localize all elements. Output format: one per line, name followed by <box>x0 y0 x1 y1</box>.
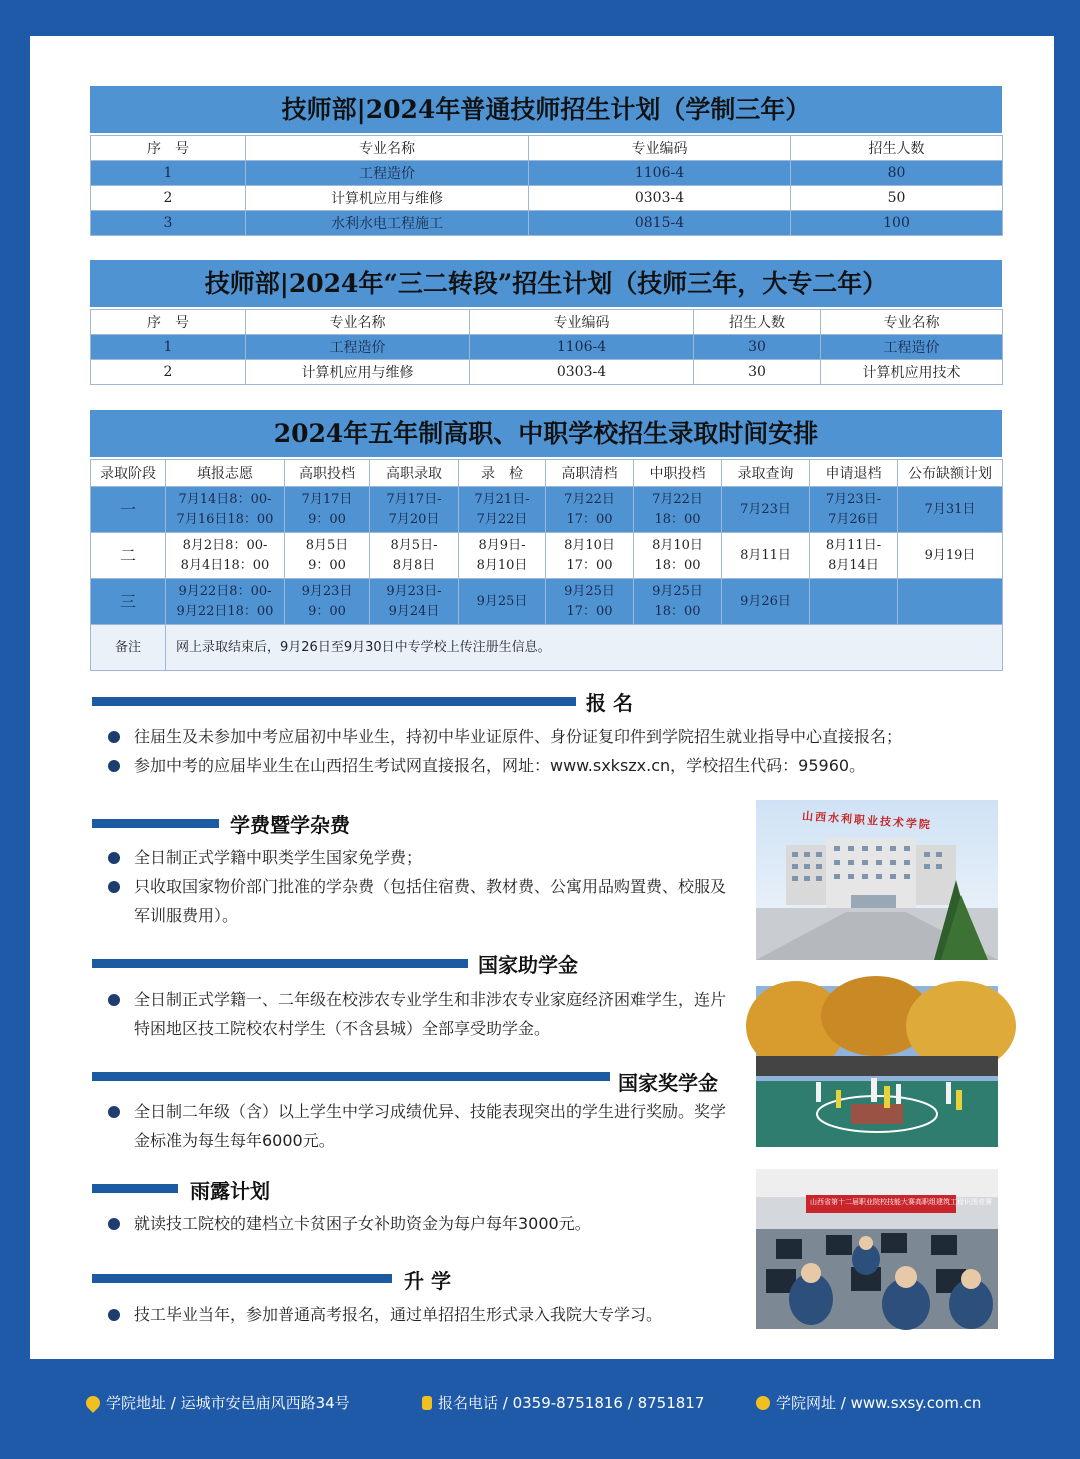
table-cell: 50 <box>791 186 1003 211</box>
bullet-dot <box>108 1218 120 1230</box>
table-cell: 1106-4 <box>470 335 694 360</box>
yulu-item-1: 就读技工院校的建档立卡贫困子女补助资金为每户每年3000元。 <box>108 1209 738 1238</box>
column-header: 招生人数 <box>791 136 1003 161</box>
section-title-yulu: 雨露计划 <box>190 1179 270 1203</box>
table-admission-schedule <box>90 410 1002 671</box>
table-cell <box>810 579 898 625</box>
note-label: 备注 <box>91 625 166 671</box>
table-cell: 80 <box>791 161 1003 186</box>
phone-icon <box>422 1396 432 1410</box>
section-title-signup: 报 名 <box>586 691 633 715</box>
section-title-fees: 学费暨学杂费 <box>230 813 350 837</box>
column-header: 高职清档 <box>546 460 634 487</box>
classroom-banner-text: 山西省第十二届职业院校技能大赛高职组建筑工程识图竞赛 <box>810 1198 992 1206</box>
table-cell: 7月31日 <box>898 487 1003 533</box>
column-header: 公布缺额计划 <box>898 460 1003 487</box>
column-header: 序 号 <box>91 136 246 161</box>
footer-phone: 报名电话 / 0359-8751816 / 8751817 <box>422 1392 704 1413</box>
bullet-dot <box>108 1106 120 1118</box>
column-header: 专业编码 <box>470 310 694 335</box>
table-cell: 7月23日 <box>722 487 810 533</box>
table-cell: 7月17日 9：00 <box>285 487 370 533</box>
table-row <box>91 211 1003 236</box>
bullet-dot <box>108 760 120 772</box>
table-cell: 7月23日- 7月26日 <box>810 487 898 533</box>
footer <box>0 1380 1080 1420</box>
table-cell: 一 <box>91 487 166 533</box>
scholarship-item-1: 全日制二年级（含）以上学生中学习成绩优异、技能表现突出的学生进行奖励。奖学金标准为每生每年6000元。 <box>108 1097 738 1155</box>
column-header: 申请退档 <box>810 460 898 487</box>
building-sign-text: 山西水利职业技术学院 <box>801 809 933 832</box>
table1-title: 技师部|2024年普通技师招生计划（学制三年） <box>90 86 1002 135</box>
table-cell: 9月26日 <box>722 579 810 625</box>
bullet-dot <box>108 881 120 893</box>
column-header: 招生人数 <box>694 310 821 335</box>
table-cell: 计算机应用与维修 <box>246 360 470 385</box>
table-cell: 7月17日- 7月20日 <box>370 487 459 533</box>
section-title-grant: 国家助学金 <box>478 953 578 977</box>
table-cell: 三 <box>91 579 166 625</box>
table-cell: 8月5日- 8月8日 <box>370 533 459 579</box>
column-header: 序 号 <box>91 310 246 335</box>
table-cell: 1 <box>91 161 246 186</box>
table-cell: 7月14日8：00- 7月16日18：00 <box>166 487 285 533</box>
fees-item-2: 只收取国家物价部门批准的学杂费（包括住宿费、教材费、公寓用品购置费、校服及军训服费用）。 <box>108 872 738 930</box>
table-cell: 1 <box>91 335 246 360</box>
column-header: 填报志愿 <box>166 460 285 487</box>
table-cell: 9月22日8：00- 9月22日18：00 <box>166 579 285 625</box>
section-bar-yulu <box>92 1184 178 1193</box>
column-header: 高职录取 <box>370 460 459 487</box>
column-header: 专业名称 <box>821 310 1003 335</box>
signup-item-2: 参加中考的应届毕业生在山西招生考试网直接报名，网址：www.sxkszx.cn，学校招生代码：95960。 <box>108 751 1008 780</box>
location-pin-icon <box>83 1393 103 1413</box>
table-cell: 9月19日 <box>898 533 1003 579</box>
table-row <box>91 335 1003 360</box>
table-regular-technician <box>90 86 1002 236</box>
table-cell: 2 <box>91 360 246 385</box>
column-header: 专业名称 <box>246 310 470 335</box>
table-cell: 0815-4 <box>529 211 791 236</box>
table-cell: 水利水电工程施工 <box>246 211 529 236</box>
table3-title: 2024年五年制高职、中职学校招生录取时间安排 <box>90 410 1002 459</box>
table-cell: 7月22日 18：00 <box>634 487 722 533</box>
table-cell: 7月21日- 7月22日 <box>459 487 546 533</box>
table-cell: 0303-4 <box>529 186 791 211</box>
table-cell: 9月25日 <box>459 579 546 625</box>
table-cell: 计算机应用技术 <box>821 360 1003 385</box>
table-cell: 8月11日- 8月14日 <box>810 533 898 579</box>
further-item-1: 技工毕业当年，参加普通高考报名，通过单招招生形式录入我院大专学习。 <box>108 1300 738 1329</box>
table-cell: 计算机应用与维修 <box>246 186 529 211</box>
table-cell: 9月23日- 9月24日 <box>370 579 459 625</box>
column-header: 高职投档 <box>285 460 370 487</box>
bullet-dot <box>108 731 120 743</box>
table2-title: 技师部|2024年“三二转段”招生计划（技师三年，大专二年） <box>90 260 1002 309</box>
table-row <box>91 186 1003 211</box>
bullet-dot <box>108 852 120 864</box>
table-cell: 100 <box>791 211 1003 236</box>
table1 <box>90 135 1003 236</box>
signup-item-1: 往届生及未参加中考应届初中毕业生，持初中毕业证原件、身份证复印件到学院招生就业指导中心直接报名； <box>108 722 1008 751</box>
basketball-court-photo <box>756 986 998 1147</box>
grant-item-1: 全日制正式学籍一、二年级在校涉农专业学生和非涉农专业家庭经济困难学生，连片特困地区技工院校农村学生（不含县城）全部享受助学金。 <box>108 985 738 1043</box>
table-row <box>91 360 1003 385</box>
section-bar-fees <box>92 819 219 828</box>
table-cell: 1106-4 <box>529 161 791 186</box>
table-cell: 9月25日 18：00 <box>634 579 722 625</box>
table-cell: 9月23日 9：00 <box>285 579 370 625</box>
table-cell: 30 <box>694 335 821 360</box>
section-bar-signup <box>92 697 576 706</box>
table-cell: 工程造价 <box>246 161 529 186</box>
table-three-two-transfer <box>90 260 1002 385</box>
footer-address: 学院地址 / 运城市安邑庙风西路34号 <box>86 1392 350 1413</box>
table2 <box>90 309 1003 385</box>
table-cell: 30 <box>694 360 821 385</box>
table-cell: 工程造价 <box>246 335 470 360</box>
computer-classroom-photo <box>756 1169 998 1329</box>
table-cell: 0303-4 <box>470 360 694 385</box>
section-title-further: 升 学 <box>404 1269 451 1293</box>
bullet-dot <box>108 1309 120 1321</box>
table-row <box>91 487 1003 533</box>
table3 <box>90 459 1003 671</box>
globe-icon <box>756 1396 770 1410</box>
footer-website: 学院网址 / www.sxsy.com.cn <box>756 1392 981 1413</box>
table-cell: 7月22日 17：00 <box>546 487 634 533</box>
column-header: 录取查询 <box>722 460 810 487</box>
section-bar-scholarship <box>92 1072 610 1081</box>
note-row <box>91 625 1003 671</box>
campus-building-photo <box>756 800 998 960</box>
table-cell: 8月2日8：00- 8月4日18：00 <box>166 533 285 579</box>
bullet-dot <box>108 994 120 1006</box>
column-header: 录 检 <box>459 460 546 487</box>
table-row <box>91 161 1003 186</box>
note-text: 网上录取结束后，9月26日至9月30日中专学校上传注册生信息。 <box>166 625 1003 671</box>
section-bar-grant <box>92 959 468 968</box>
column-header: 专业编码 <box>529 136 791 161</box>
table-cell: 3 <box>91 211 246 236</box>
table-cell <box>898 579 1003 625</box>
table-cell: 8月5日 9：00 <box>285 533 370 579</box>
table-cell: 8月10日 17：00 <box>546 533 634 579</box>
table-cell: 二 <box>91 533 166 579</box>
table-cell: 8月9日- 8月10日 <box>459 533 546 579</box>
table-cell: 9月25日 17：00 <box>546 579 634 625</box>
table-row <box>91 533 1003 579</box>
brochure-page <box>30 36 1054 1359</box>
section-title-scholarship: 国家奖学金 <box>618 1071 718 1095</box>
table-cell: 8月11日 <box>722 533 810 579</box>
section-bar-further <box>92 1274 392 1283</box>
column-header: 中职投档 <box>634 460 722 487</box>
table-row <box>91 579 1003 625</box>
column-header: 专业名称 <box>246 136 529 161</box>
column-header: 录取阶段 <box>91 460 166 487</box>
fees-item-1: 全日制正式学籍中职类学生国家免学费； <box>108 843 738 872</box>
table-cell: 工程造价 <box>821 335 1003 360</box>
table-cell: 2 <box>91 186 246 211</box>
table-cell: 8月10日 18：00 <box>634 533 722 579</box>
